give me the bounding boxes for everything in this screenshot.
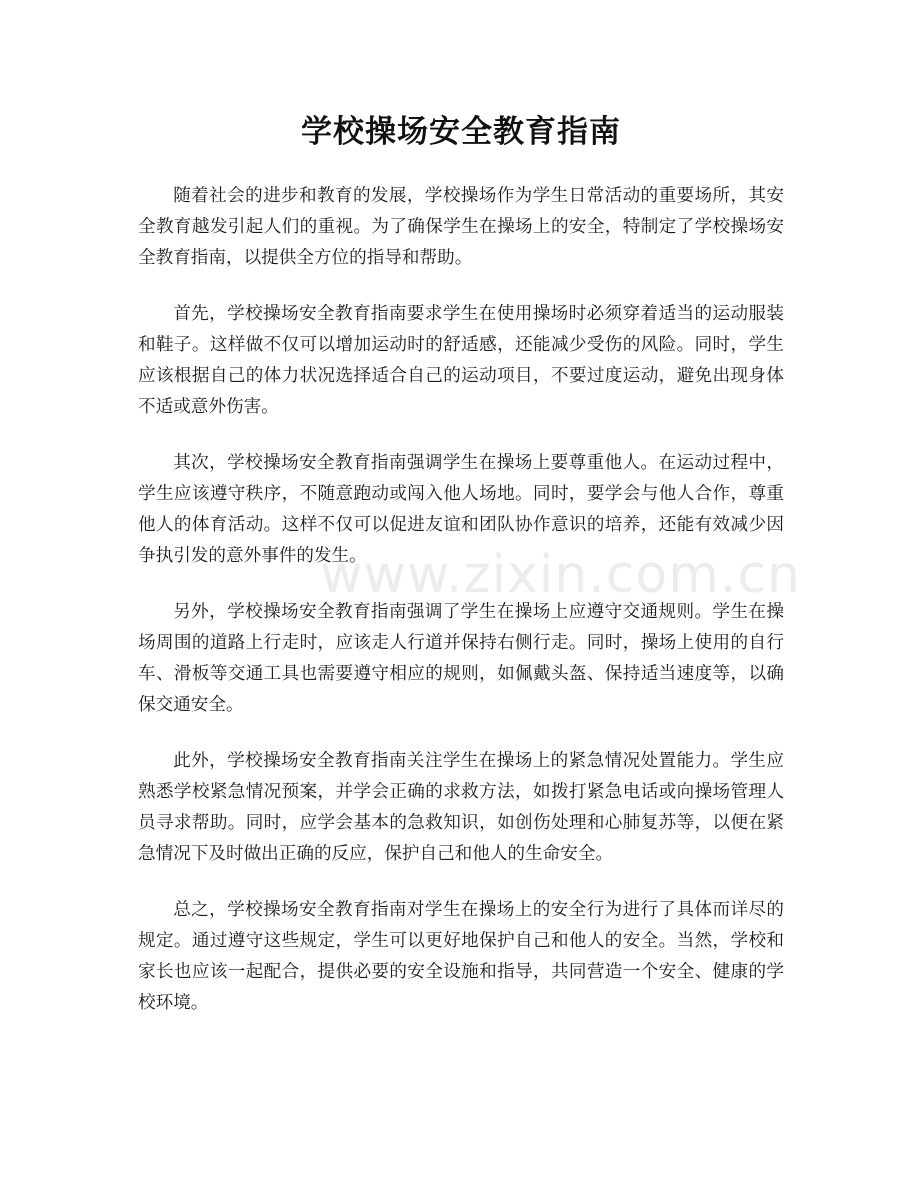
paragraph-traffic: 另外，学校操场安全教育指南强调了学生在操场上应遵守交通规则。学生在操场周围的道路上行走时，应该走人行道并保持右侧行走。同时，操场上使用的自行车、滑板等交通工具也需要遵守相应的规则，如佩戴头盔、保持适当速度等，以确保交通安全。: [138, 602, 784, 715]
paragraph-conclusion: 总之，学校操场安全教育指南对学生在操场上的安全行为进行了具体而详尽的规定。通过遵守这些规定，学生可以更好地保护自己和他人的安全。当然，学校和家长也应该一起配合，提供必要的安全设施和指导，共同营造一个安全、健康的学校环境。: [138, 900, 784, 1013]
paragraph-emergency: 此外，学校操场安全教育指南关注学生在操场上的紧急情况处置能力。学生应熟悉学校紧急情况预案，并学会正确的求救方法，如拨打紧急电话或向操场管理人员寻求帮助。同时，应学会基本的急救知识，如创伤处理和心肺复苏等，以便在紧急情况下及时做出正确的反应，保护自己和他人的生命安全。: [138, 751, 784, 864]
document-title: 学校操场安全教育指南: [301, 114, 621, 150]
paragraph-intro: 随着社会的进步和教育的发展，学校操场作为学生日常活动的重要场所，其安全教育越发引起人们的重视。为了确保学生在操场上的安全，特制定了学校操场安全教育指南，以提供全方位的指导和帮助。: [138, 186, 784, 268]
paragraph-attire: 首先，学校操场安全教育指南要求学生在使用操场时必须穿着适当的运动服装和鞋子。这样做不仅可以增加运动时的舒适感，还能减少受伤的风险。同时，学生应该根据自己的体力状况选择适合自己的运动项目，不要过度运动，避免出现身体不适或意外伤害。: [138, 304, 784, 417]
watermark-text: www.zixin.com.cn: [320, 545, 801, 605]
document-body: [138, 181, 784, 1019]
paragraph-respect: 其次，学校操场安全教育指南强调学生在操场上要尊重他人。在运动过程中，学生应该遵守秩序，不随意跑动或闯入他人场地。同时，要学会与他人合作，尊重他人的体育活动。这样不仅可以促进友谊和团队协作意识的培养，还能有效减少因争执引发的意外事件的发生。: [138, 453, 784, 566]
